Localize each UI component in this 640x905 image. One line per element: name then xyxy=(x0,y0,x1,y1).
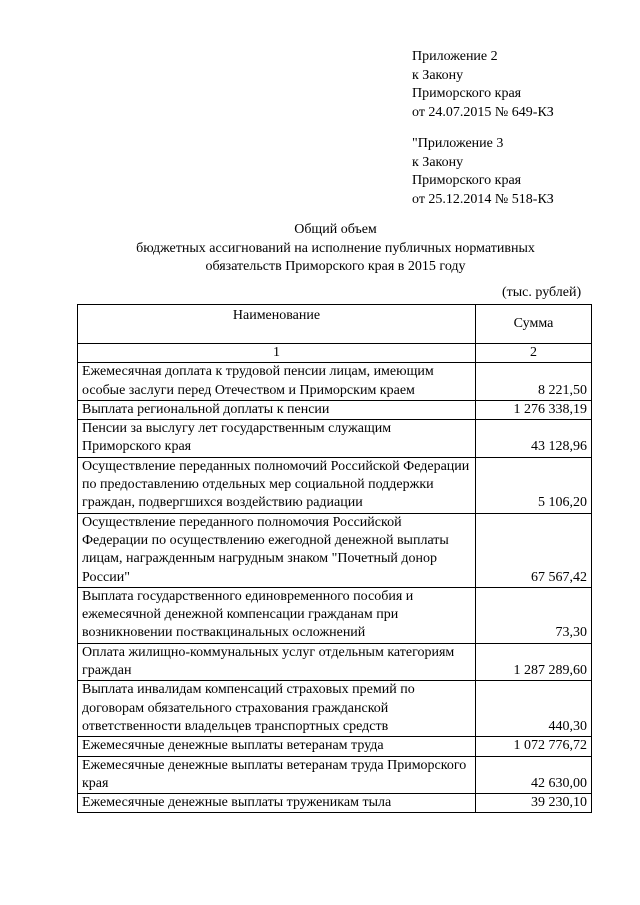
row-sum: 67 567,42 xyxy=(476,513,592,587)
row-name: Выплата региональной доплаты к пенсии xyxy=(78,400,476,419)
appendix-line: Приложение 2 xyxy=(412,49,498,64)
appendix-line: Приморского края xyxy=(412,173,522,189)
row-name: Осуществление переданных полномочий Российской Федерации по предоставлению отдельных мер социальной поддержки граждан, подвергшихся воздействию радиации xyxy=(78,457,476,513)
appendix-line: к Закону xyxy=(412,67,464,83)
budget-table xyxy=(77,304,592,813)
row-sum: 440,30 xyxy=(476,681,592,737)
title-line: обязательств Приморского края в 2015 году xyxy=(205,259,466,275)
row-name: Осуществление переданного полномочия Российской Федерации по осуществлению ежегодной денежной выплаты лицам, награжденным нагрудным знаком "Почетный донор России" xyxy=(78,513,476,587)
column-number-row xyxy=(78,344,592,363)
appendix-line: Приморского края xyxy=(412,86,522,102)
column-number-1: 1 xyxy=(78,344,476,363)
column-number-2: 2 xyxy=(476,344,592,363)
table-row xyxy=(78,457,592,513)
title-line: Общий объем xyxy=(294,222,377,237)
row-sum: 43 128,96 xyxy=(476,420,592,458)
row-name: Ежемесячные денежные выплаты ветеранам труда xyxy=(78,737,476,756)
row-sum: 8 221,50 xyxy=(476,363,592,401)
row-name: Ежемесячные денежные выплаты труженикам тыла xyxy=(78,794,476,813)
header-name: Наименование xyxy=(78,305,476,344)
row-sum: 1 287 289,60 xyxy=(476,643,592,681)
appendix-line: к Закону xyxy=(412,154,464,170)
row-name: Ежемесячная доплата к трудовой пенсии лицам, имеющим особые заслуги перед Отечеством и Приморским краем xyxy=(78,363,476,401)
row-sum: 1 276 338,19 xyxy=(476,400,592,419)
table-row xyxy=(78,400,592,419)
header-sum: Сумма xyxy=(476,305,592,344)
row-name: Пенсии за выслугу лет государственным служащим Приморского края xyxy=(78,420,476,458)
table-row xyxy=(78,737,592,756)
appendix-line: "Приложение 3 xyxy=(412,136,504,151)
row-sum: 73,30 xyxy=(476,587,592,643)
table-header-row xyxy=(78,305,592,344)
table-row xyxy=(78,513,592,587)
row-name: Оплата жилищно-коммунальных услуг отдельным категориям граждан xyxy=(78,643,476,681)
row-sum: 1 072 776,72 xyxy=(476,737,592,756)
document-title xyxy=(0,221,640,277)
row-sum: 42 630,00 xyxy=(476,756,592,794)
table-row xyxy=(78,363,592,401)
table-row xyxy=(78,587,592,643)
appendix-reference-current xyxy=(412,48,554,123)
table-row xyxy=(78,643,592,681)
row-name: Ежемесячные денежные выплаты ветеранам труда Приморского края xyxy=(78,756,476,794)
row-sum: 39 230,10 xyxy=(476,794,592,813)
row-name: Выплата инвалидам компенсаций страховых премий по договорам обязательного страхования гражданской ответственности владельцев транспортных средств xyxy=(78,681,476,737)
table-row xyxy=(78,681,592,737)
title-line: бюджетных ассигнований на исполнение публичных нормативных xyxy=(136,240,535,256)
row-name: Выплата государственного единовременного пособия и ежемесячной денежной компенсации гражданам при возникновении поствакцинальных осложнений xyxy=(78,587,476,643)
appendix-reference-previous xyxy=(412,135,554,210)
units-label: (тыс. рублей) xyxy=(502,285,582,300)
appendix-line: от 24.07.2015 № 649-КЗ xyxy=(412,105,554,121)
table-row xyxy=(78,420,592,458)
appendix-line: от 25.12.2014 № 518-КЗ xyxy=(412,192,554,208)
row-sum: 5 106,20 xyxy=(476,457,592,513)
table-row xyxy=(78,756,592,794)
table-row xyxy=(78,794,592,813)
